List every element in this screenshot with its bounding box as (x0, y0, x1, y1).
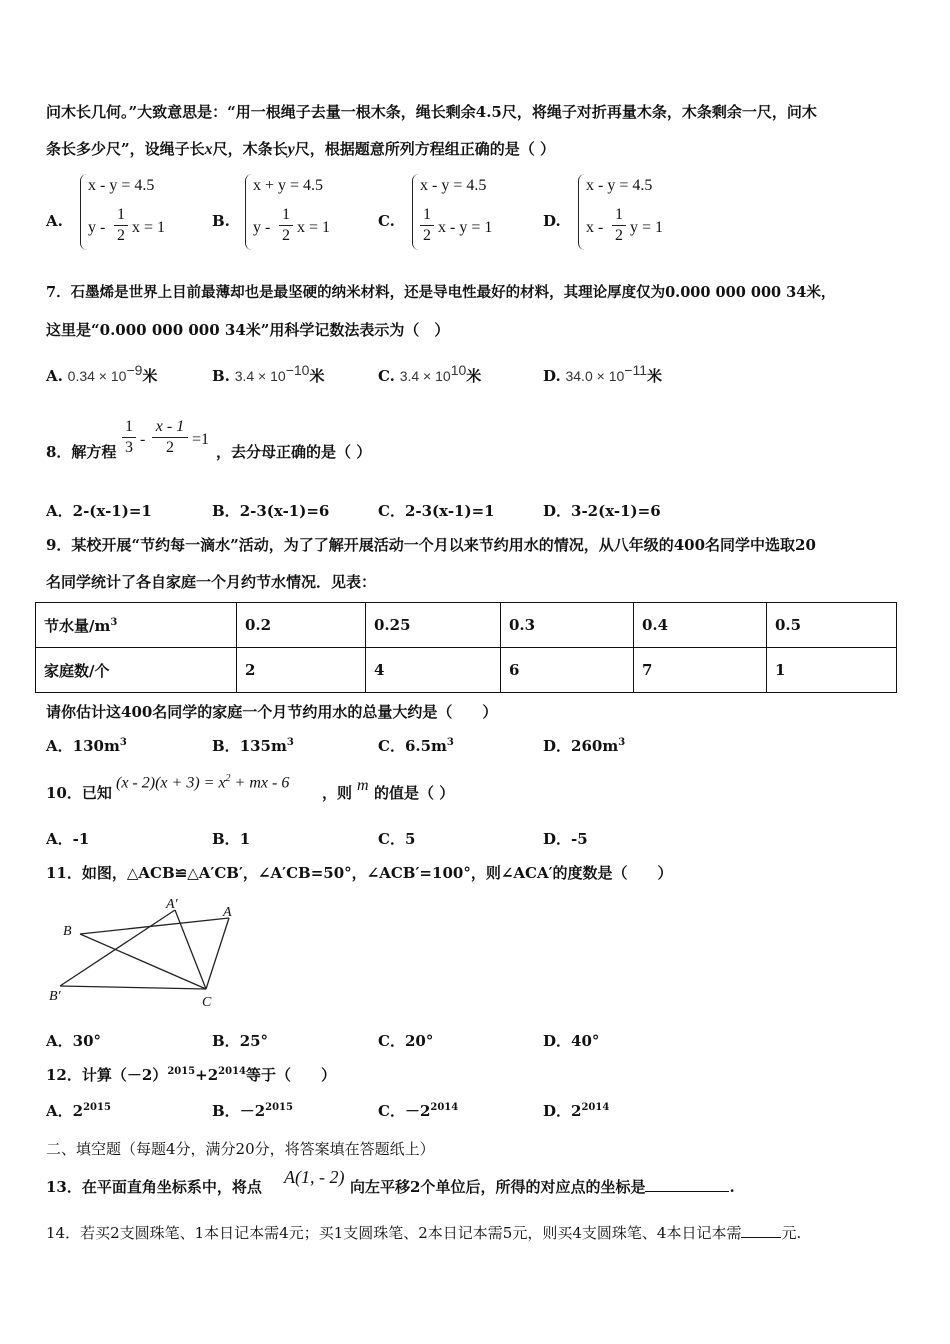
q13-suffix: 向左平移2个单位后，所得的对应点的坐标是 . (350, 1178, 735, 1196)
table-row (36, 603, 897, 648)
q6-option-c-fraction: 1 2 (420, 206, 434, 245)
point-label-C: C (202, 995, 212, 1008)
q9-option-a: A．$130m^3$ (46, 737, 127, 755)
q6-option-c-eq1: x - y = 4.5 (420, 177, 487, 194)
q12-option-d: D．$2^{2014}$ (543, 1102, 610, 1120)
q11-option-d: D．40° (543, 1032, 600, 1050)
q6-option-a-brace (80, 174, 87, 250)
q12-option-a: A．$2^{2015}$ (46, 1102, 111, 1120)
q6-line2-part3: 尺，根据题意所列方程组正确的是（ ） (294, 140, 555, 158)
q10-mid: ，则 (322, 784, 353, 802)
q6-option-c-eq2-post: x - y = 1 (438, 219, 493, 236)
q10-option-a: A．-1 (46, 830, 90, 848)
q6-option-b-eq2-post: x = 1 (297, 219, 331, 236)
q9-option-b: B．$135m^3$ (212, 737, 294, 755)
table-cell: 6 (501, 648, 634, 693)
table-cell: 7 (634, 648, 767, 693)
segment-A-prime-B-prime (60, 910, 175, 986)
q6-option-b-eq2-pre: y - (253, 219, 271, 236)
q8-option-c: C．2-3(x-1)=1 (378, 502, 495, 520)
q11-option-c: C．20° (378, 1032, 434, 1050)
q8-prefix: 8．解方程 (46, 443, 117, 461)
table-cell: 0.2 (237, 603, 366, 648)
q8-option-b: B．2-3(x-1)=6 (212, 502, 330, 520)
q6-line2-part1: 条长多少尺”，设绳子长 (46, 140, 205, 158)
q10-option-d: D．-5 (543, 830, 588, 848)
q14-text: 14．若买2支圆珠笔、1本日记本需4元；买1支圆珠笔、2本日记本需5元，则买4支圆珠笔、4本日记本需 元. (46, 1224, 802, 1242)
q6-option-c-brace (412, 174, 419, 250)
q6-option-d-fraction: 1 2 (612, 206, 626, 245)
table-cell: 0.5 (767, 603, 897, 648)
q6-option-c-label: C. (378, 212, 395, 230)
q6-line1: 问木长几何。”大致意思是：“用一根绳子去量一根木条，绳长剩余4.5尺，将绳子对折再量木条，木条剩余一尺，问木 (46, 103, 817, 121)
q13-prefix: 13．在平面直角坐标系中，将点 (46, 1178, 262, 1196)
q6-option-a-eq1: x - y = 4.5 (88, 177, 155, 194)
q12-text: 12．计算$(-2)^{2015}+2^{2014}$等于（ ） (46, 1066, 337, 1084)
q6-option-d-brace (578, 174, 585, 250)
q7-option-d: D. $34.0 \times 10^{-11}$米 (543, 362, 662, 385)
q6-option-b-label: B. (212, 212, 230, 230)
table-cell: 4 (366, 648, 501, 693)
q6-option-b-fraction: 1 2 (279, 206, 293, 245)
table-row (36, 648, 897, 693)
q6-var-y: y (287, 141, 295, 158)
q10-prefix: 10．已知 (46, 784, 112, 802)
segment-BA (80, 918, 229, 934)
q10-suffix: 的值是（ ） (374, 784, 455, 802)
q11-figure (46, 896, 246, 1008)
q9-option-d: D．$260m^3$ (543, 737, 626, 755)
q8-fraction-1: 1 3 (122, 418, 136, 457)
table-cell: 0.3 (501, 603, 634, 648)
q6-option-b-brace (245, 174, 252, 250)
q7-option-c: C. $3.4 \times 10^{10}$米 (378, 362, 482, 385)
point-label-A-prime: A′ (166, 897, 178, 912)
q8-option-a: A．2-(x-1)=1 (46, 502, 152, 520)
q11-option-a: A．30° (46, 1032, 102, 1050)
q12-option-b: B．$-2^{2015}$ (212, 1102, 293, 1120)
q9-question: 请你估计这400名同学的家庭一个月节约用水的总量大约是（ ） (46, 703, 498, 721)
q8-suffix: ，去分母正确的是（ ） (216, 443, 372, 461)
q12-option-c: C．$-2^{2014}$ (378, 1102, 459, 1120)
q7-line1: 7．石墨烯是世界上目前最薄却也是最坚硬的纳米材料，还是导电性最好的材料，其理论厚度仅为0.000 000 000 34米， (46, 284, 836, 301)
q6-option-d-eq2-pre: x - (586, 219, 604, 236)
q6-option-d-label: D. (543, 212, 561, 230)
table-cell: 0.4 (634, 603, 767, 648)
point-label-B-prime: B′ (49, 989, 61, 1004)
q7-option-b: B. $3.4 \times 10^{-10}$米 (212, 362, 325, 385)
q8-fraction-2: x - 1 2 (152, 418, 188, 457)
segment-B-prime-C (60, 986, 206, 989)
q6-option-a-label: A. (46, 212, 63, 230)
q10-option-b: B．1 (212, 830, 251, 848)
q11-text: 11．如图，△ACB≌△A′CB′，∠A′CB=50°，∠ACB′=100°，则∠ACA′的度数是（ ） (46, 864, 673, 882)
table-cell: 2 (237, 648, 366, 693)
point-label-B: B (63, 924, 72, 939)
q7-line2: 这里是“0.000 000 000 34米”用科学记数法表示为（ ） (46, 321, 450, 339)
q6-option-a-eq2-post: x = 1 (132, 219, 166, 236)
q6-line2-part2: 尺，木条长 (212, 140, 288, 158)
q9-line2: 名同学统计了各自家庭一个月约节水情况．见表： (46, 573, 377, 591)
q9-table (35, 602, 897, 693)
q6-option-a-fraction: 1 2 (114, 206, 128, 245)
q13-answer-blank[interactable] (645, 1191, 729, 1192)
section-heading-fill-in: 二、填空题（每题4分，满分20分，将答案填在答题纸上） (46, 1140, 435, 1158)
segment-AC (206, 918, 229, 989)
q6-option-d-eq1: x - y = 4.5 (586, 177, 653, 194)
q9-table-head-1: 节水量$/m^3$ (36, 603, 237, 648)
q8-option-d: D．3-2(x-1)=6 (543, 502, 661, 520)
table-cell: 1 (767, 648, 897, 693)
q9-line1: 9．某校开展“节约每一滴水”活动，为了了解开展活动一个月以来节约用水的情况，从八年级的400名同学中选取20 (46, 536, 816, 554)
q6-option-a-eq2-pre: y - (88, 219, 106, 236)
q11-option-b: B．25° (212, 1032, 269, 1050)
table-cell: 0.25 (366, 603, 501, 648)
q13-point: A(1, - 2) (284, 1167, 345, 1187)
q8-equals: =1 (192, 431, 210, 448)
q6-option-d-eq2-post: y = 1 (630, 219, 664, 236)
q9-table-head-2: 家庭数/个 (36, 648, 237, 693)
q10-option-c: C．5 (378, 830, 416, 848)
q8-minus: - (140, 431, 146, 448)
q6-var-x: x (204, 141, 213, 158)
q6-line2 (46, 140, 555, 159)
q9-option-c: C．$6.5m^3$ (378, 737, 454, 755)
q6-option-b-eq1: x + y = 4.5 (253, 177, 324, 194)
q10-var-m: m (357, 777, 369, 794)
q14-answer-blank[interactable] (741, 1237, 781, 1238)
q7-option-a: A. $0.34 \times 10^{-9}$米 (46, 362, 158, 385)
point-label-A: A (223, 905, 232, 920)
q10-expression: $(x - 2)(x + 3) = x^2$ + mx - 6 (116, 773, 290, 792)
